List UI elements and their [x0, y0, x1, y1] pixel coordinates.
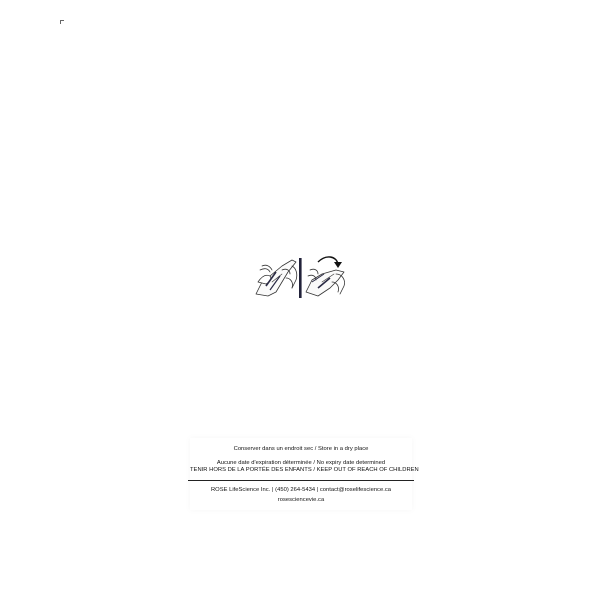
storage-instruction: Conserver dans un endroit sec / Store in a dry place [233, 446, 369, 452]
company-contact: ROSE LifeScience Inc. | (450) 264-5434 | contact@roselifescience.ca [210, 487, 392, 493]
label-divider [188, 480, 414, 481]
expiry-notice: Aucune date d'expiration déterminée / No expiry date determined [216, 460, 386, 466]
child-safety-warning: TENIR HORS DE LA PORTÉE DES ENFANTS / KEEP OUT OF REACH OF CHILDREN [190, 467, 419, 473]
crop-mark-icon [60, 20, 64, 24]
product-label-panel [190, 438, 419, 510]
company-website: rosescienceviе.ca [277, 497, 325, 503]
tear-open-sachet-icon [252, 252, 352, 298]
